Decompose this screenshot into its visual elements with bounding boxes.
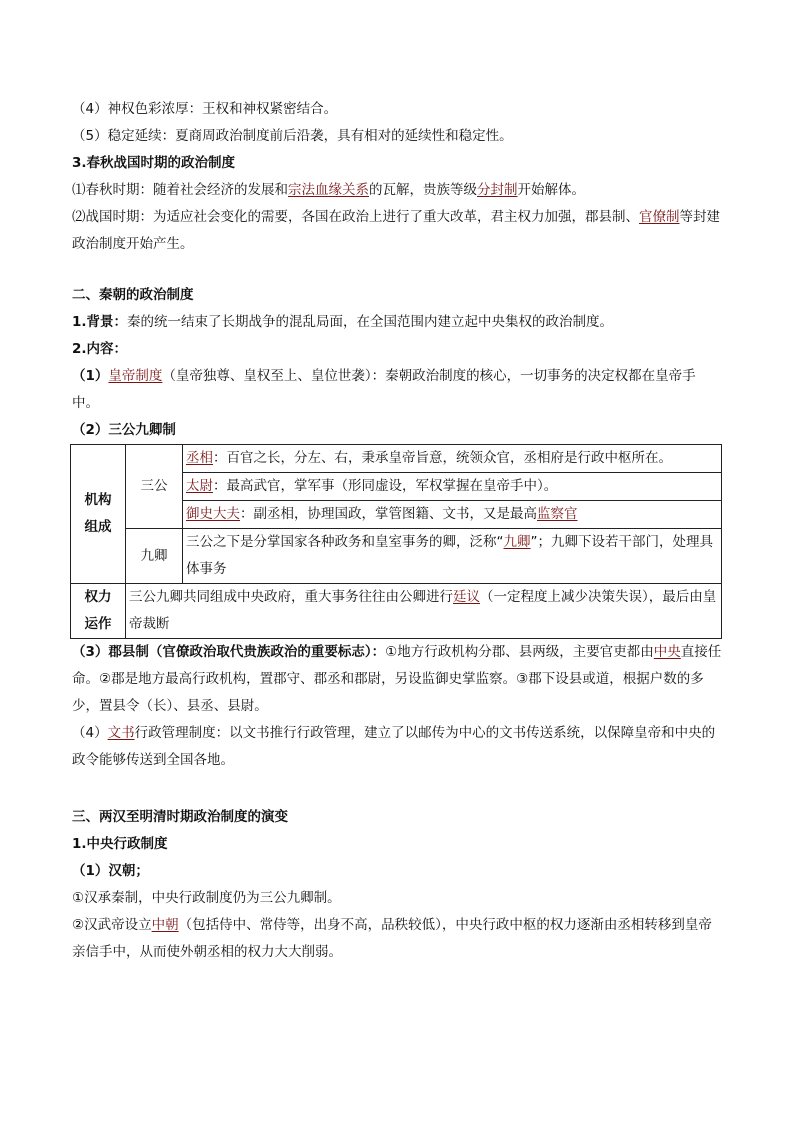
link-court-discussion[interactable]: 廷议	[453, 589, 480, 605]
link-document[interactable]: 文书	[107, 725, 135, 741]
heading-qin: 二、秦朝的政治制度	[72, 287, 194, 303]
text-segment: ”；九卿下设若干部门，处理具体事务	[186, 534, 713, 577]
cell-sangong: 三公	[126, 445, 183, 529]
paragraph-warring-states	[72, 204, 722, 258]
text-segment: ①地方行政机构分郡、县两级，主要官吏都由	[385, 644, 654, 660]
paragraph-emperor-system	[72, 363, 722, 417]
text-segment: 的瓦解，贵族等级	[369, 182, 477, 198]
cell-jiuqing: 九卿	[126, 529, 183, 584]
text-segment: 开始解体。	[517, 182, 585, 198]
link-emperor-system[interactable]: 皇帝制度	[108, 368, 163, 384]
label-prefecture-county: （3）郡县制（官僚政治取代贵族政治的重要标志）：	[72, 644, 386, 660]
link-supervisor[interactable]: 监察官	[537, 506, 578, 522]
cell-jiuqing-desc	[183, 529, 722, 584]
text-segment: ⑴春秋时期：随着社会经济的发展和	[72, 182, 288, 198]
heading-han-to-qing: 三、两汉至明清时期政治制度的演变	[72, 809, 288, 825]
text-segment: ：百官之长，分左、右，秉承皇帝旨意，统领众官，丞相府是行政中枢所在。	[213, 450, 672, 466]
paragraph-han-inherit: ①汉承秦制，中央行政制度仍为三公九卿制。	[72, 890, 341, 906]
paragraph-document-admin	[72, 720, 722, 774]
text-segment: 行政管理制度：以文书推行行政管理，建立了以邮传为中心的文书传送系统，以保障皇帝和中央的政令能够传送到全国各地。	[72, 725, 716, 768]
heading-sangong-jiuqing: （2）三公九卿制	[72, 422, 176, 438]
label-operation: 权力运作	[84, 589, 112, 632]
text-segment: ②汉武帝设立	[72, 917, 152, 933]
cell-censor	[183, 501, 722, 529]
paragraph-spring-autumn	[72, 177, 722, 204]
label-background: 1.背景：	[72, 314, 128, 330]
link-inner-court[interactable]: 中朝	[151, 917, 179, 933]
text-segment: （一定程度上减少决策失误），最后由皇帝裁断	[129, 589, 717, 632]
label-org: 机构组成	[84, 492, 112, 535]
cell-taiwei	[183, 473, 722, 501]
label-content: 2.内容：	[72, 341, 128, 357]
text-segment: 秦的统一结束了长期战争的混乱局面，在全国范围内建立起中央集权的政治制度。	[127, 314, 614, 330]
text-segment: ：最高武官，掌军事（形同虚设，军权掌握在皇帝手中）。	[213, 478, 558, 494]
link-jiuqing[interactable]: 九卿	[503, 534, 531, 550]
text-segment: 三公九卿共同组成中央政府，重大事务往往由公卿进行	[129, 589, 453, 605]
paragraph-background	[72, 309, 722, 336]
link-central[interactable]: 中央	[653, 644, 681, 660]
link-taiwei[interactable]: 太尉	[186, 478, 213, 494]
heading-han: （1）汉朝；	[72, 863, 149, 879]
cell-chancellor	[183, 445, 722, 473]
sangong-jiuqing-table	[70, 444, 722, 639]
paragraph-inner-court	[72, 912, 722, 966]
cell-operation-label	[71, 584, 126, 639]
text-segment: 等封建政治制度开始产生。	[72, 209, 720, 252]
link-clan-relations[interactable]: 宗法血缘关系	[288, 182, 369, 198]
text-segment: ⑵战国时期：为适应社会变化的需要，各国在政治上进行了重大改革，君主权力加强，郡县制、	[72, 209, 639, 225]
link-censor[interactable]: 御史大夫	[186, 506, 240, 522]
link-bureaucracy[interactable]: 官僚制	[639, 209, 680, 225]
text-segment: （皇帝独尊、皇权至上、皇位世袭）：秦朝政治制度的核心，一切事务的决定权都在皇帝手中。	[72, 368, 696, 411]
text-segment: ：副丞相，协理国政，掌管图籍、文书，又是最高	[240, 506, 537, 522]
paragraph-stability: （5）稳定延续：夏商周政治制度前后沿袭，具有相对的延续性和稳定性。	[72, 128, 513, 144]
spacer	[72, 774, 722, 804]
text-segment: （4）	[72, 725, 108, 741]
link-enfeoffment[interactable]: 分封制	[477, 182, 518, 198]
paragraph-theocracy: （4）神权色彩浓厚：王权和神权紧密结合。	[72, 101, 338, 117]
cell-org-label	[71, 445, 126, 584]
text-segment: 三公之下是分掌国家各种政务和皇室事务的卿，泛称“	[186, 534, 504, 550]
heading-central-admin: 1.中央行政制度	[72, 836, 168, 852]
cell-operation-desc	[126, 584, 722, 639]
spacer	[72, 258, 722, 282]
document-page	[72, 96, 722, 966]
paragraph-prefecture-county	[72, 639, 722, 720]
link-chancellor[interactable]: 丞相	[186, 450, 213, 466]
heading-spring-autumn: 3.春秋战国时期的政治制度	[72, 155, 236, 171]
text-segment: （1）	[72, 368, 109, 384]
text-segment: （包括侍中、常侍等，出身不高，品秩较低），中央行政中枢的权力逐渐由丞相转移到皇帝亲信手中，从而使外朝丞相的权力大大削弱。	[72, 917, 712, 960]
text-segment: 直接任命。②郡是地方最高行政机构，置郡守、郡丞和郡尉，另设监御史掌监察。③郡下设县或道，根据户数的多少，置县令（长）、县丞、县尉。	[72, 644, 722, 714]
